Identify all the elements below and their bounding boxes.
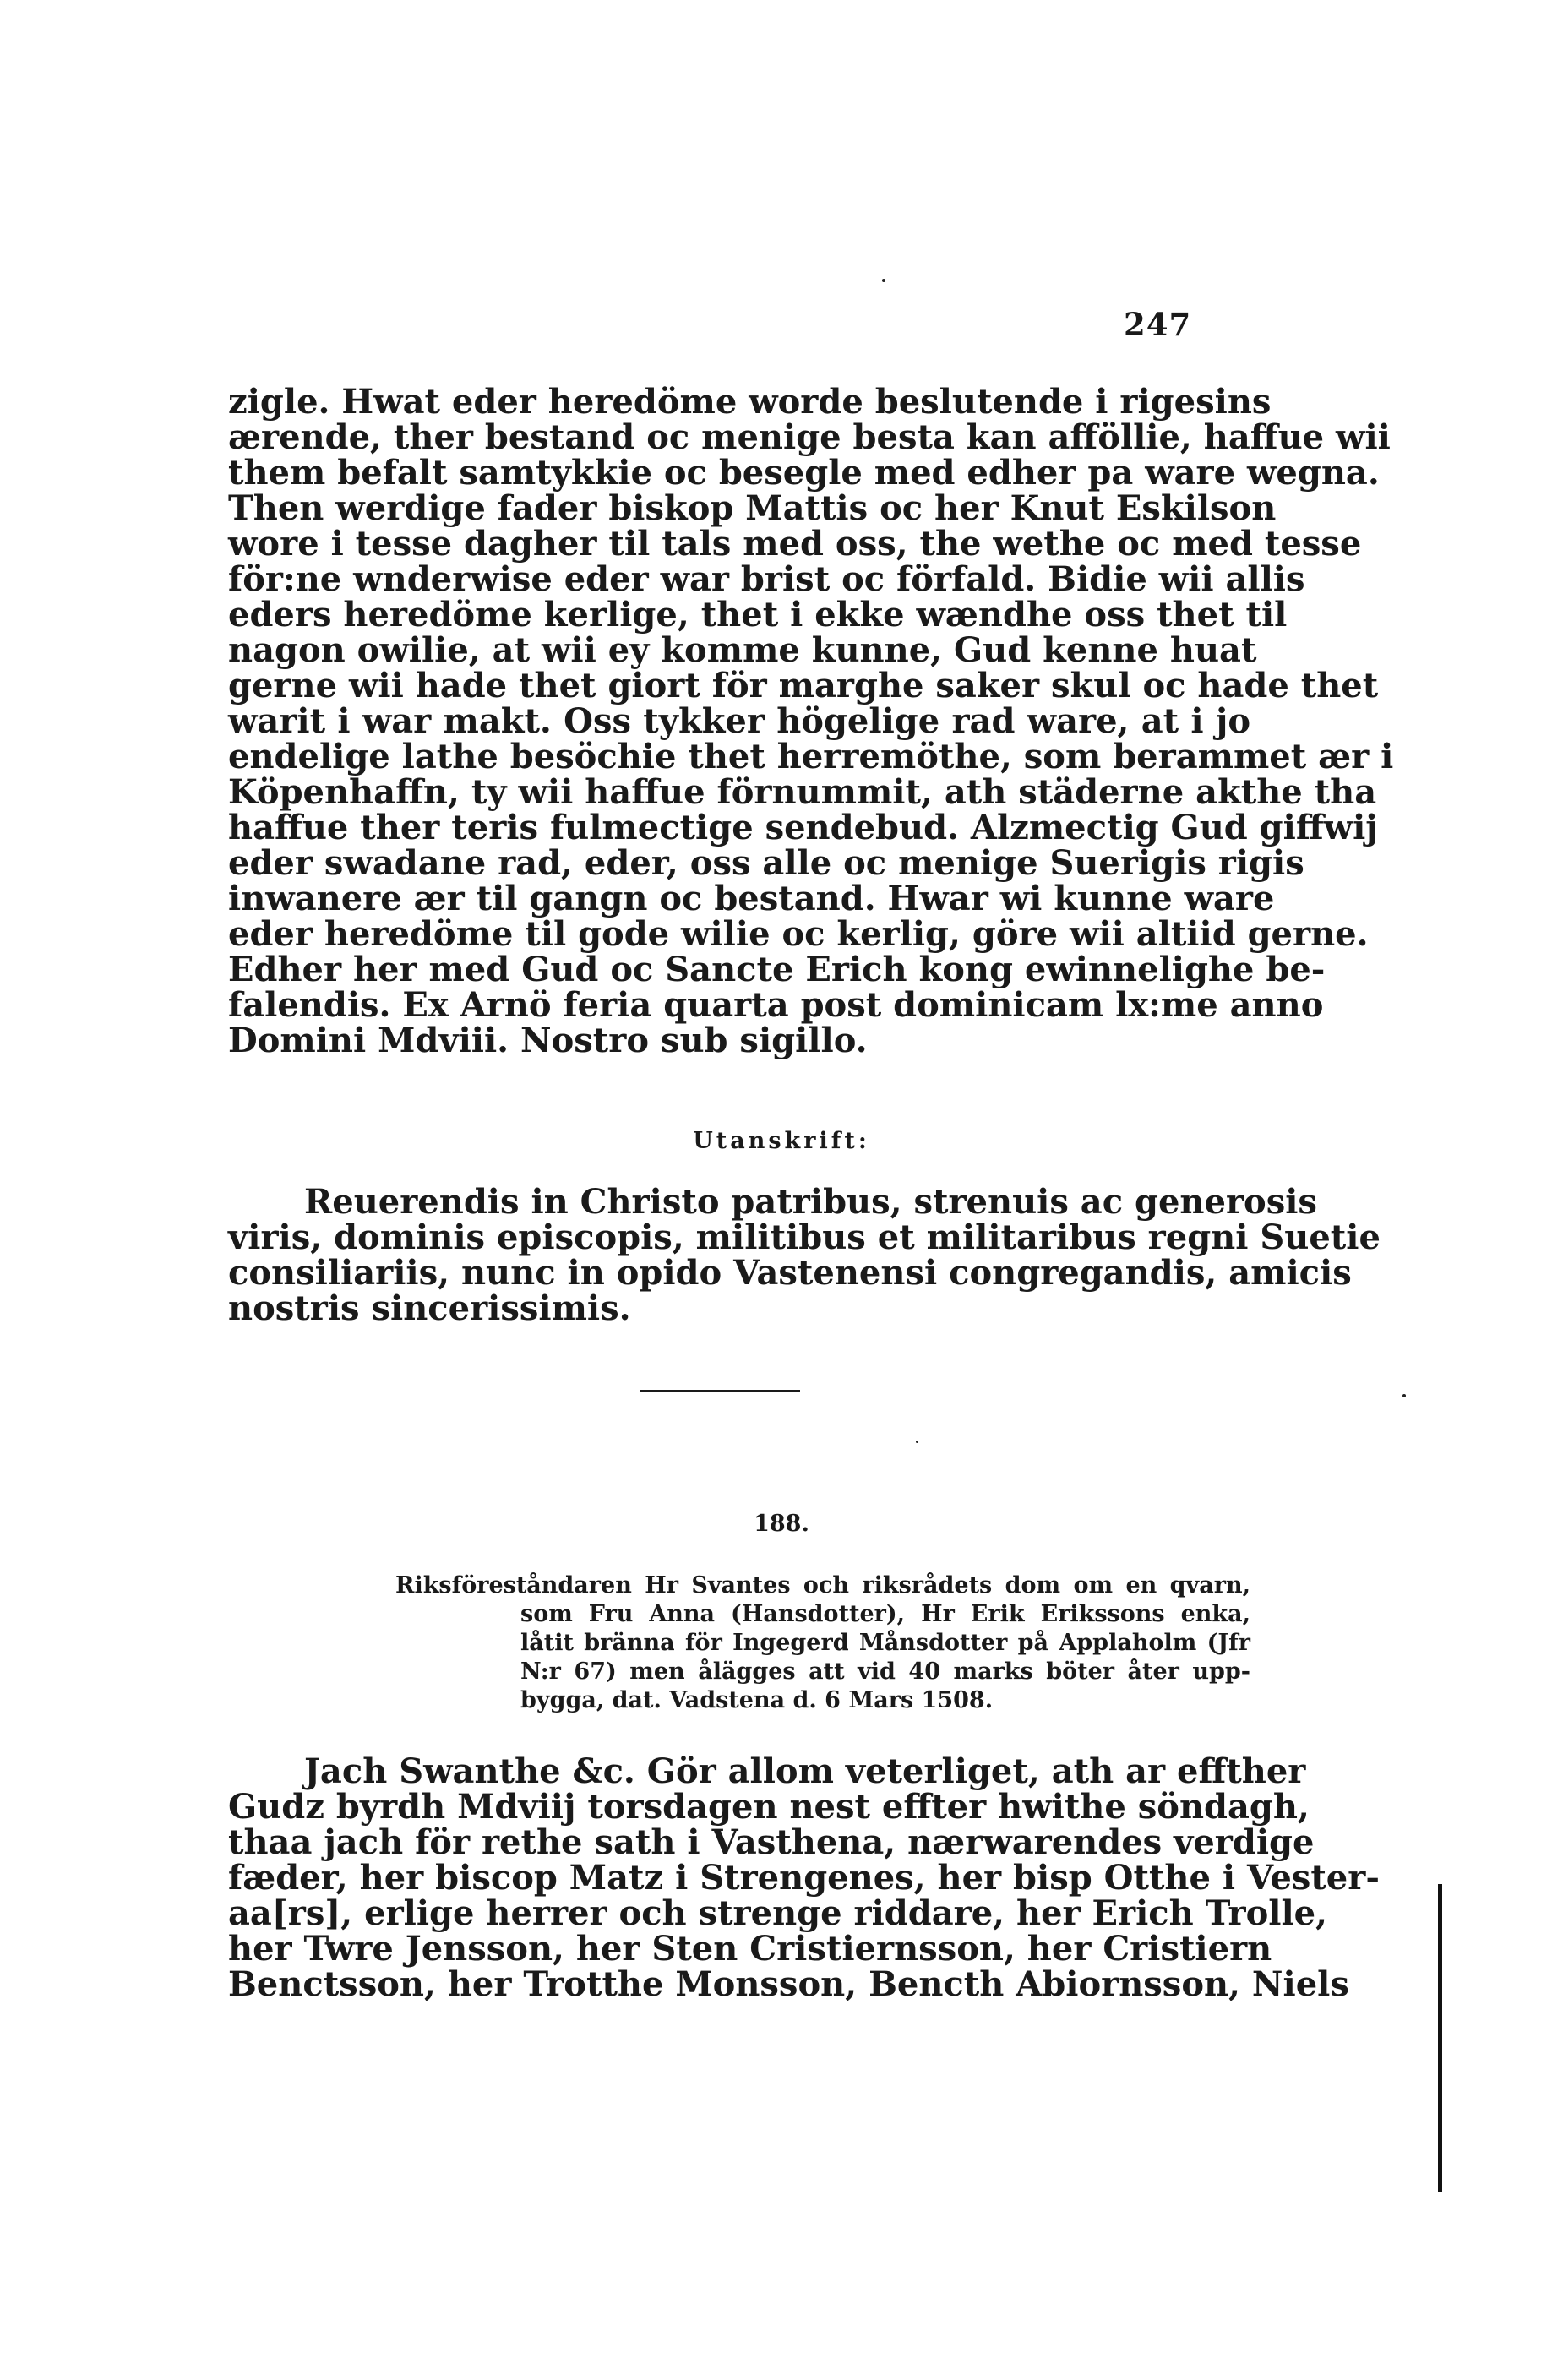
address-line: nostris sincerissimis. — [228, 1288, 631, 1328]
letter-line: nagon owilie, at wii ey komme kunne, Gud kenne huat — [228, 630, 1257, 670]
summary-line: N:r 67) men ålägges att vid 40 marks böter åter upp- — [520, 1658, 1250, 1685]
letter-line: eders heredöme kerlige, thet i ekke wændhe oss thet til — [228, 595, 1288, 634]
scan-margin-bar — [1438, 1884, 1442, 2192]
letter-line: warit i war makt. Oss tykker högelige rad ware, at i jo — [228, 701, 1250, 741]
letter-line: gerne wii hade thet giort för marghe saker skul oc hade thet — [228, 666, 1379, 705]
address-line: consiliariis, nunc in opido Vastenensi congregandis, amicis — [228, 1253, 1352, 1293]
letter-line: eder swadane rad, eder, oss alle oc menige Suerigis rigis — [228, 843, 1304, 883]
letter-line: ærende, ther bestand oc menige besta kan afföllie, haffue wii — [228, 417, 1391, 457]
letter-line: Then werdige fader biskop Mattis oc her Knut Eskilson — [228, 488, 1277, 528]
letter-line: Domini Mdviii. Nostro sub sigillo. — [228, 1021, 868, 1060]
document-text-line: Gudz byrdh Mdviij torsdagen nest effter hwithe söndagh, — [228, 1787, 1310, 1827]
letter-line: Köpenhaffn, ty wii haffue förnummit, ath städerne akthe tha — [228, 772, 1377, 812]
document-text-line: fæder, her biscop Matz i Strengenes, her bisp Otthe i Vester- — [228, 1858, 1380, 1898]
document-text-line: aa[rs], erlige herrer och strenge riddare, her Erich Trolle, — [228, 1893, 1328, 1933]
address-line: Reuerendis in Christo patribus, strenuis ac generosis — [304, 1182, 1317, 1222]
letter-line: inwanere ær til gangn oc bestand. Hwar wi kunne ware — [228, 879, 1275, 918]
section-divider — [640, 1390, 800, 1392]
stray-mark — [882, 279, 885, 282]
stray-mark — [1402, 1394, 1406, 1397]
summary-line: låtit bränna för Ingegerd Månsdotter på Applaholm (Jfr — [520, 1630, 1250, 1656]
stray-mark — [916, 1441, 918, 1443]
letter-line: wore i tesse dagher til tals med oss, the wethe oc med tesse — [228, 524, 1362, 564]
document-number: 188. — [754, 1511, 809, 1537]
address-heading: Utanskrift: — [693, 1128, 870, 1154]
summary-line: som Fru Anna (Hansdotter), Hr Erik Erikssons enka, — [520, 1601, 1250, 1627]
letter-line: för:ne wnderwise eder war brist oc förfald. Bidie wii allis — [228, 559, 1305, 599]
letter-line: eder heredöme til gode wilie oc kerlig, göre wii altiid gerne. — [228, 914, 1369, 954]
document-text-line: thaa jach för rethe sath i Vasthena, nærwarendes verdige — [228, 1822, 1315, 1862]
letter-line: endelige lathe besöchie thet herremöthe, som berammet ær i — [228, 737, 1394, 776]
letter-line: haffue ther teris fulmectige sendebud. Alzmectig Gud giffwij — [228, 808, 1378, 847]
letter-line: falendis. Ex Arnö feria quarta post dominicam lx:me anno — [228, 985, 1324, 1025]
document-text-line: her Twre Jensson, her Sten Cristiernsson, her Cristiern — [228, 1929, 1272, 1969]
address-line: viris, dominis episcopis, militibus et militaribus regni Suetie — [228, 1217, 1381, 1257]
summary-line: Riksföreståndaren Hr Svantes och riksrådets dom om en qvarn, — [395, 1572, 1250, 1598]
document-text-line: Benctsson, her Trotthe Monsson, Bencth Abiornsson, Niels — [228, 1964, 1349, 2004]
summary-line: bygga, dat. Vadstena d. 6 Mars 1508. — [520, 1687, 994, 1713]
letter-line: Edher her med Gud oc Sancte Erich kong ewinnelighe be- — [228, 950, 1326, 989]
page-number: 247 — [1124, 306, 1192, 343]
letter-line: them befalt samtykkie oc besegle med edher pa ware wegna. — [228, 453, 1380, 493]
letter-line: zigle. Hwat eder heredöme worde beslutende i rigesins — [228, 382, 1272, 422]
document-text-line: Jach Swanthe &c. Gör allom veterliget, ath ar effther — [304, 1751, 1306, 1791]
